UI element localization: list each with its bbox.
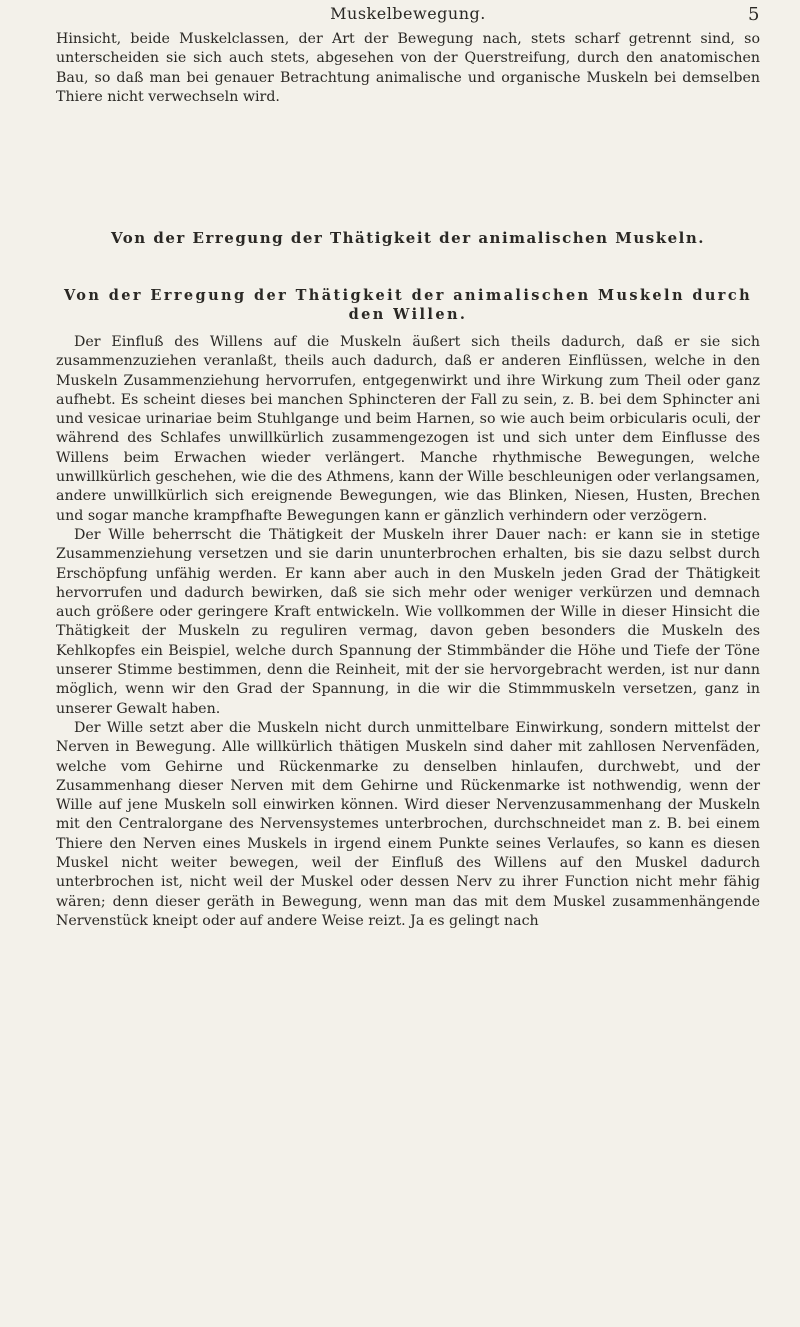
paragraph-will-duration: Der Wille beherrscht die Thätigkeit der Muskeln ihrer Dauer nach: er kann sie in stetige Zusammenziehung versetzen und sie darin ununterbrochen erhalten, bis sie dazu selbst durch Erschöpfung unfähig werden. Er kann aber auch in den Muskeln jeden Grad der Thätigkeit hervorrufen und dadurch bewirken, daß sie sich mehr oder weniger verkürzen und demnach auch größere oder geringere Kraft entwickeln. Wie vollkommen der Wille in dieser Hinsicht die Thätigkeit der Muskeln zu reguliren vermag, davon geben besonders die Muskeln des Kehlkopfes ein Beispiel, welche durch Spannung der Stimmbänder die Höhe und Tiefe der Töne unserer Stimme bestimmen, denn die Reinheit, mit der sie hervorgebracht werden, ist nur dann möglich, wenn wir den Grad der Spannung, in die wir die Stimmmuskeln versetzen, ganz in unserer Gewalt haben. (56, 526, 760, 717)
subsection-heading: Von der Erregung der Thätigkeit der animalischen Muskeln durch den Willen. (63, 287, 753, 323)
paragraph-will-influence: Der Einfluß des Willens auf die Muskeln äußert sich theils dadurch, daß er sie sich zusammenzuziehen veranlaßt, theils auch dadurch, daß er anderen Einflüssen, welche in den Muskeln Zusammenziehung hervorrufen, entgegenwirkt und ihre Wirkung zum Theil oder ganz aufhebt. Es scheint dieses bei manchen Sphincteren der Fall zu sein, z. B. bei dem Sphincter ani und vesicae urinariae beim Stuhlgange und beim Harnen, so wie auch beim orbicularis oculi, der während des Schlafes unwillkürlich zusammengezogen ist und sich unter dem Einflusse des Willens beim Erwachen wieder verlängert. Manche rhythmische Bewegungen, welche unwillkürlich geschehen, wie die des Athmens, kann der Wille beschleunigen oder verlangsamen, andere unwillkürlich sich ereignende Bewegungen, wie das Blinken, Niesen, Husten, Brechen und sogar manche krampfhafte Bewegungen kann er gänzlich verhindern oder verzögern. (56, 334, 760, 524)
running-head (56, 4, 760, 30)
section-heading: Von der Erregung der Thätigkeit der animalischen Muskeln. (110, 229, 706, 247)
paragraph-will-nerves: Der Wille setzt aber die Muskeln nicht durch unmittelbare Einwirkung, sondern mittelst der Nerven in Bewegung. Alle willkürlich thätigen Muskeln sind daher mit zahllosen Nervenfäden, welche vom Gehirne und Rückenmarke zu denselben hinlaufen, durchwebt, und der Zusammenhang dieser Nerven mit dem Gehirne und Rückenmarke ist nothwendig, wenn der Wille auf jene Muskeln soll einwirken können. Wird dieser Nervenzusammenhang der Muskeln mit den Centralorgane des Nervensystemes unterbrochen, durchschneidet man z. B. bei einem Thiere den Nerven eines Muskels in irgend einem Punkte seines Verlaufes, so kann es diesen Muskel nicht weiter bewegen, weil der Einfluß des Willens auf den Muskel dadurch unterbrochen ist, nicht weil der Muskel oder dessen Nerv zu ihrer Function nicht mehr fähig wären; denn dieser geräth in Bewegung, wenn man das mit dem Muskel zusammenhängende Nervenstück kneipt oder auf andere Weise reizt. Ja es gelingt nach (56, 719, 760, 929)
page-number: 5 (748, 4, 760, 25)
intro-paragraph: Hinsicht, beide Muskelclassen, der Art der Bewegung nach, stets scharf getrennt sind, so unterscheiden sie sich auch stets, abgesehen von der Querstreifung, durch den anatomischen Bau, so daß man bei genauer Betrachtung animalische und organische Muskeln bei demselben Thiere nicht verwechseln wird. (56, 31, 760, 105)
running-head-title: Muskelbewegung. (330, 4, 486, 23)
body-text (56, 333, 760, 931)
